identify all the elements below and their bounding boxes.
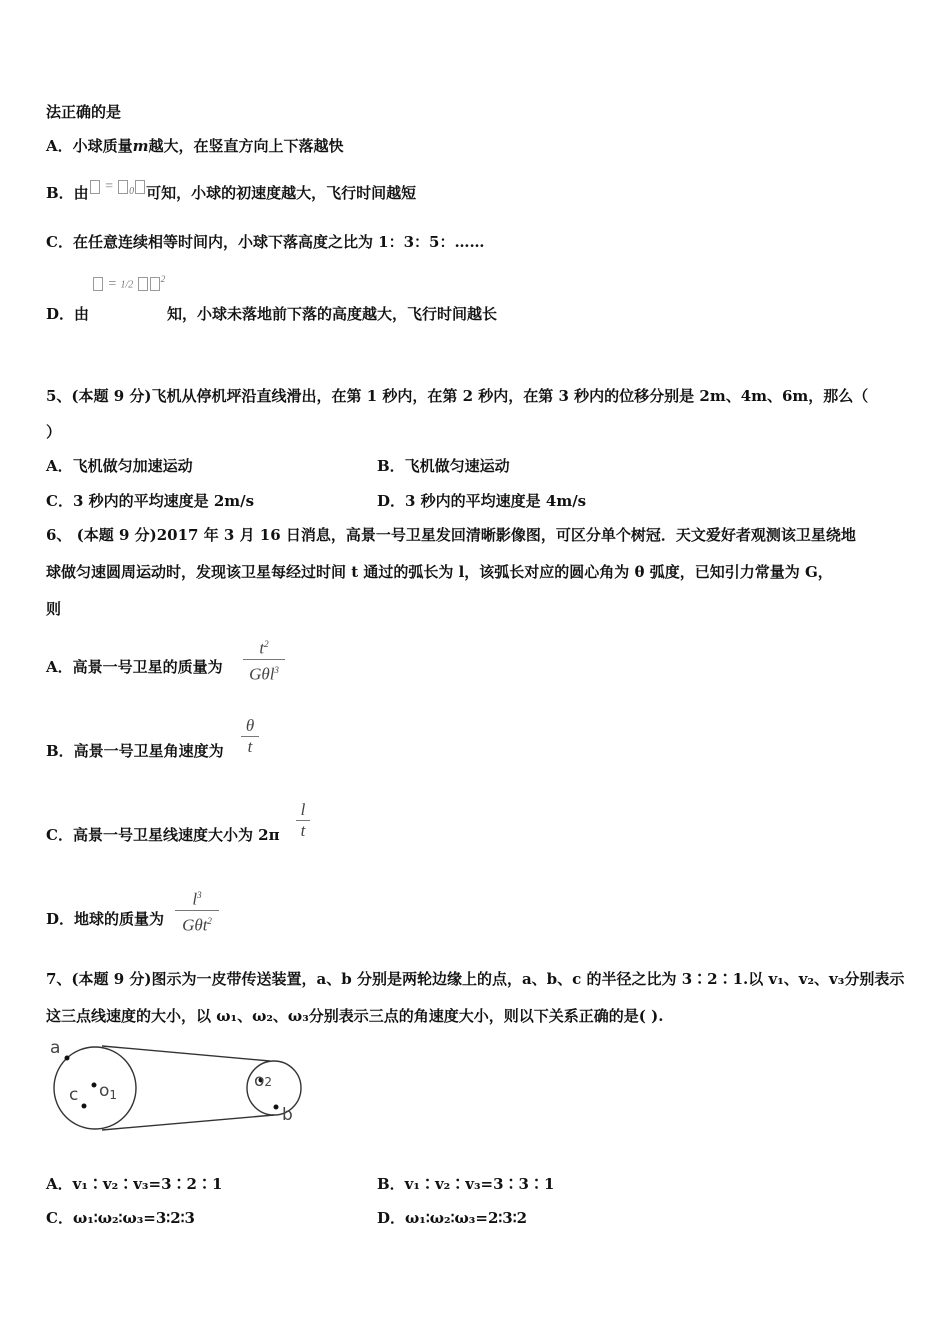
q6-option-a: A．高景一号卫星的质量为 — [46, 658, 223, 676]
center-o1 — [92, 1083, 97, 1088]
belt-pulley-diagram — [42, 1034, 312, 1138]
label-o2: o2 — [254, 1071, 273, 1091]
belt-bottom — [102, 1115, 274, 1130]
fraction-l3-over-G-theta-t2: $l^3$ Gθt$^2$ — [175, 885, 219, 935]
q6-option-c: C．高景一号卫星线速度大小为 2π — [46, 826, 280, 844]
q4-option-d: D．由 知，小球未落地前下落的高度越大，飞行时间越长 — [46, 305, 498, 323]
q5-stem-line1: 5、(本题 9 分)飞机从停机坪沿直线滑出，在第 1 秒内，在第 2 秒内，在第 3 秒内的位移分别是 2m、4m、6m，那么（ — [46, 387, 869, 405]
q6-stem-line3: 则 — [46, 600, 62, 618]
point-b — [274, 1105, 279, 1110]
label-b: b — [282, 1105, 293, 1125]
fraction-t2-over-G-theta-l3: $t^2$ Gθl$^3$ — [243, 634, 285, 684]
q6-stem-line1: 6、 (本题 9 分)2017 年 3 月 16 日消息，高景一号卫星发回清晰影像图，可区分单个树冠．天文爱好者观测该卫星绕地 — [46, 526, 856, 544]
q5-option-c: C．3 秒内的平均速度是 2m/s — [46, 492, 255, 510]
q4-option-c: C．在任意连续相等时间内，小球下落高度之比为 1：3：5：…… — [46, 233, 485, 251]
fraction-l-over-t: l t — [296, 800, 310, 841]
q5-option-d: D．3 秒内的平均速度是 4m/s — [377, 492, 587, 510]
q7-option-b: B．v₁∶v₂∶v₃=3∶3∶1 — [377, 1175, 555, 1193]
label-a: a — [50, 1038, 61, 1058]
label-c: c — [69, 1085, 79, 1105]
q6-stem-line2: 球做匀速圆周运动时，发现该卫星每经过时间 t 通过的弧长为 l，该弧长对应的圆心角为 θ 弧度，已知引力常量为 G， — [46, 563, 833, 581]
belt-top — [102, 1046, 270, 1061]
q5-option-a: A．飞机做匀加速运动 — [46, 457, 193, 475]
q6-option-b: B．高景一号卫星角速度为 — [46, 742, 224, 760]
q7-option-d: D．ω₁∶ω₂∶ω₃=2∶3∶2 — [377, 1209, 528, 1227]
q7-option-a: A．v₁∶v₂∶v₃=3∶2∶1 — [46, 1175, 223, 1193]
q5-option-b: B．飞机做匀速运动 — [377, 457, 510, 475]
label-o1: o1 — [99, 1081, 118, 1102]
q7-stem-line2: 这三点线速度的大小，以 ω₁、ω₂、ω₃分别表示三点的角速度大小，则以下关系正确的是( ). — [46, 1007, 664, 1025]
formula-h-half-gt2: = 1/2 $^2$ — [92, 274, 165, 293]
q7-stem-line1: 7、(本题 9 分)图示为一皮带传送装置，a、b 分别是两轮边缘上的点，a、b、c 的半径之比为 3∶2∶1.以 v₁、v₂、v₃分别表示 — [46, 970, 905, 988]
q4-intro: 法正确的是 — [46, 103, 122, 121]
point-a — [65, 1056, 70, 1061]
q7-option-c: C．ω₁∶ω₂∶ω₃=3∶2∶3 — [46, 1209, 195, 1227]
q5-stem-line2: ） — [46, 423, 62, 441]
q4-option-a: A．小球质量m越大，在竖直方向上下落越快 — [46, 137, 344, 155]
fraction-theta-over-t: θ t — [241, 716, 259, 757]
q6-option-d: D．地球的质量为 — [46, 910, 165, 928]
q4-option-b: B．由 = $_0$ 可知，小球的初速度越大，飞行时间越短 — [46, 179, 417, 202]
point-c — [82, 1104, 87, 1109]
formula-x-equals-v0t: = $_0$ — [89, 179, 146, 194]
